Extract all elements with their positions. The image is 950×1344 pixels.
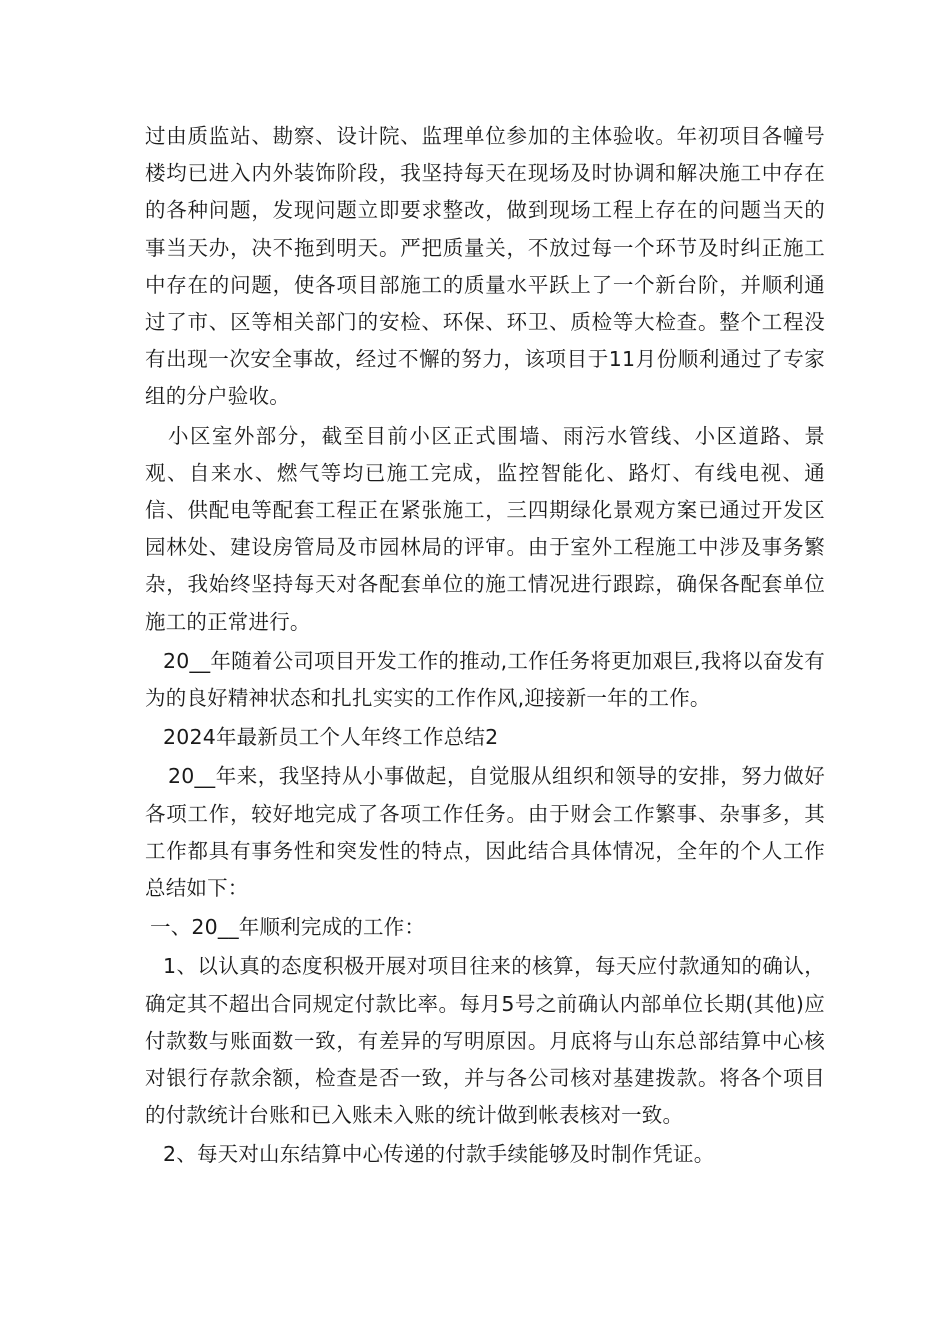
section-heading: 2024年最新员工个人年终工作总结2 bbox=[163, 725, 499, 750]
list-item-1: 1、以认真的态度积极开展对项目往来的核算，每天应付款通知的确认，确定其不超出合同规定付款比率。每月5号之前确认内部单位长期(其他)应付款数与账面数一致，有差异的写明原因。月底将与山东总部结算中心核对银行存款余额，检查是否一致，并与各公司核对基建拨款。将各个项目的付款统计台账和已入账未入账的统计做到帐表核对一致。 bbox=[145, 954, 825, 1128]
list-heading-completed-work: 一、20__年顺利完成的工作： bbox=[150, 915, 426, 940]
paragraph-outdoor-works: 小区室外部分，截至目前小区正式围墙、雨污水管线、小区道路、景观、自来水、燃气等均已施工完成，监控智能化、路灯、有线电视、通信、供配电等配套工程正在紧张施工，三四期绿化景观方案已通过开发区园林处、建设房管局及市园林局的评审。由于室外工程施工中涉及事务繁杂，我始终坚持每天对各配套单位的施工情况进行跟踪，确保各配套单位施工的正常进行。 bbox=[145, 423, 825, 634]
paragraph-next-year-outlook: 20__年随着公司项目开发工作的推动,工作任务将更加艰巨,我将以奋发有为的良好精神状态和扎扎实实的工作作风,迎接新一年的工作。 bbox=[145, 648, 825, 711]
paragraph-summary-intro: 20__年来，我坚持从小事做起，自觉服从组织和领导的安排，努力做好各项工作，较好地完成了各项工作任务。由于财会工作繁事、杂事多，其工作都具有事务性和突发性的特点，因此结合具体情况，全年的个人工作总结如下： bbox=[145, 764, 825, 901]
paragraph-main-structure-acceptance: 过由质监站、勘察、设计院、监理单位参加的主体验收。年初项目各幢号楼均已进入内外装饰阶段，我坚持每天在现场及时协调和解决施工中存在的各种问题，发现问题立即要求整改，做到现场工程上存在的问题当天的事当天办，决不拖到明天。严把质量关，不放过每一个环节及时纠正施工中存在的问题，使各项目部施工的质量水平跃上了一个新台阶，并顺利通过了市、区等相关部门的安检、环保、环卫、质检等大检查。整个工程没有出现一次安全事故，经过不懈的努力，该项目于11月份顺利通过了专家组的分户验收。 bbox=[145, 124, 825, 409]
document-body bbox=[145, 118, 825, 1174]
list-item-2: 2、每天对山东结算中心传递的付款手续能够及时制作凭证。 bbox=[163, 1142, 715, 1167]
